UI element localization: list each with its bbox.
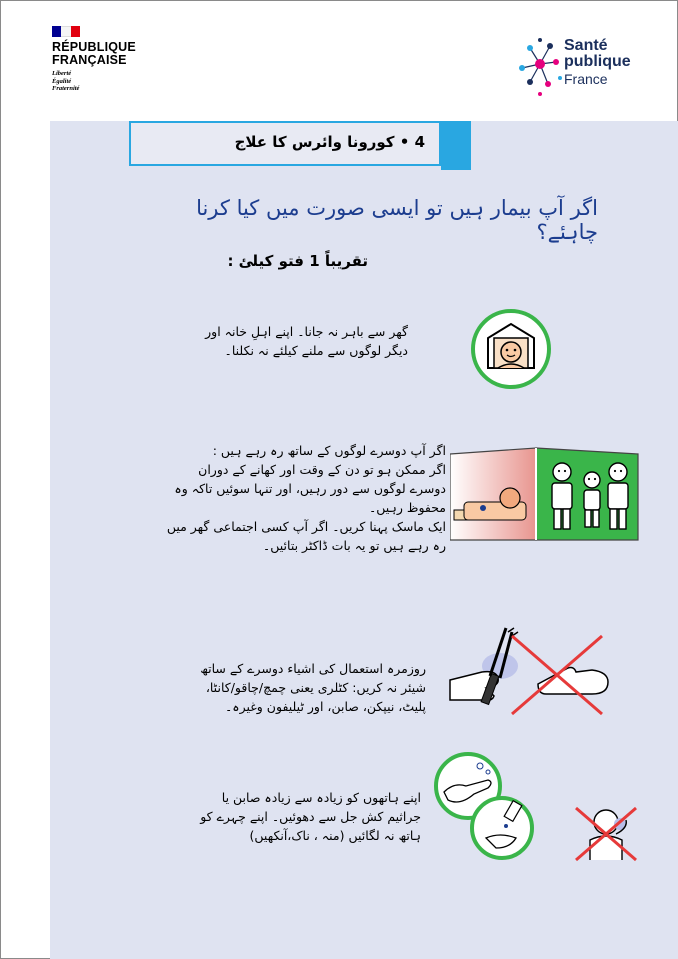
republique-francaise-logo <box>52 26 136 93</box>
isolate-from-family-icon <box>450 444 640 544</box>
advice-text-3: روزمرہ استعمال کی اشیاء دوسرے کے ساتھ شیئر نہ کریں: کٹلری یعنی چمچ/چاقو/کانٹا، پلیٹ، نیپکن، صابن، اور ٹیلیفون وغیرہ۔ <box>200 661 426 714</box>
person-stay-home-icon <box>470 308 552 390</box>
hand-washing-no-face-touch-icon <box>430 752 650 862</box>
french-flag-icon <box>52 26 80 37</box>
republique-motto: Liberté Égalité Fraternité <box>52 70 80 92</box>
france-label: France <box>564 71 608 87</box>
advice-text-2: اگر آپ دوسرے لوگوں کے ساتھ رہ رہے ہیں : اگر ممکن ہو تو دن کے وقت اور کھانے کے دوران دوسرے لوگوں سے دور رہیں، اور تنہا سوئیں تاکہ وہ محفوظ رہیں۔ ایک ماسک پہنا کریں۔ اگر آپ کسی اجتماعی گھر میں رہ رہے ہیں تو یہ بات ڈاکٹر بتائیں۔ <box>166 443 446 553</box>
section-title: 4 • کورونا وائرس کا علاج <box>234 133 425 151</box>
sante-publique-france-logo <box>516 38 646 100</box>
section-title-box <box>129 121 441 166</box>
advice-text-1: گھر سے باہر نہ جانا۔ اپنے اہلِ خانہ اور دیگر لوگوں سے ملنے کیلئے نہ نکلنا۔ <box>205 324 408 358</box>
duration-label: تقریباً 1 فتو کیلئ : <box>227 252 368 270</box>
title-accent-bar <box>441 121 471 170</box>
advice-text-4: اپنے ہاتھوں کو زیادہ سے زیادہ صابن یا جراثیم کش جل سے دھوئیں۔ اپنے چہرے کو ہاتھ نہ لگائیں (منہ ، ناک،آنکھیں) <box>200 790 421 843</box>
network-dots-icon <box>516 38 564 100</box>
publique-label: publique <box>564 53 631 70</box>
republique-title: RÉPUBLIQUE FRANÇAISE <box>52 40 136 67</box>
main-question: اگر آپ بیمار ہیں تو ایسی صورت میں کیا کرنا چاہئے؟ <box>196 196 598 244</box>
no-sharing-utensils-icon <box>442 622 612 720</box>
sante-label: Santé <box>564 37 608 54</box>
